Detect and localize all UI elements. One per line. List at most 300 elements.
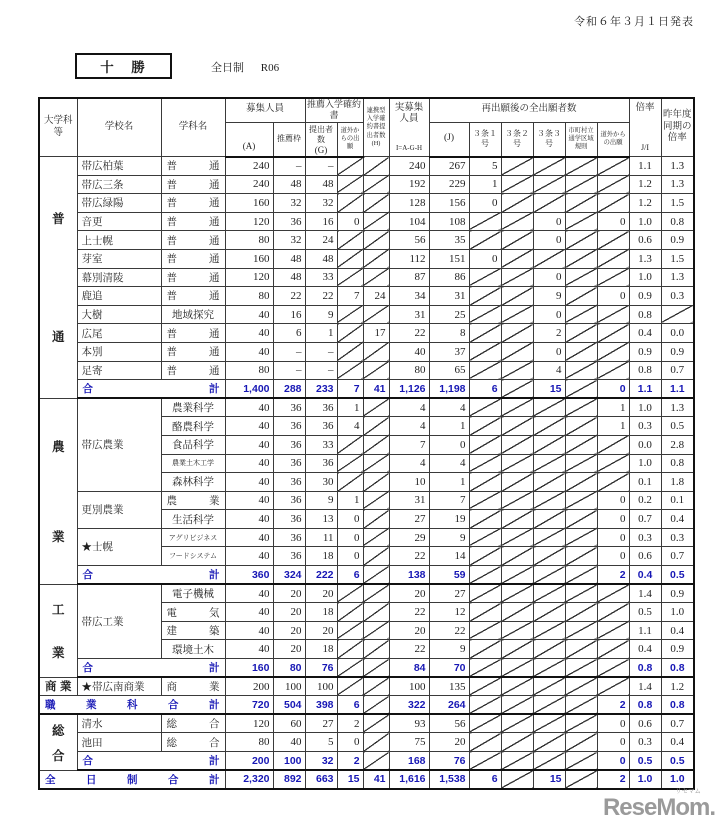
system-line: [211, 59, 293, 75]
cell-a: 40: [225, 584, 273, 603]
cell-i: 40: [389, 342, 429, 361]
cell-j3: [533, 547, 565, 566]
cell-j: 108: [429, 212, 469, 231]
category-vertical-label: [40, 401, 77, 581]
cell-j2: [501, 194, 533, 213]
cell-dout: 0: [597, 491, 629, 510]
cell-g: –: [305, 361, 337, 380]
cell-i: 128: [389, 194, 429, 213]
cell-j1: [469, 621, 501, 640]
cell-city: [565, 621, 597, 640]
resemom-logo-ruby: リセマム: [675, 788, 701, 795]
table-row: [39, 157, 694, 176]
cell-dout: [597, 268, 629, 287]
cell-waku: 100: [273, 752, 305, 771]
cell-rate: 0.4: [629, 640, 661, 659]
cell-dg: [337, 342, 363, 361]
cell-dout: 0: [597, 714, 629, 733]
category-char: 業: [51, 530, 65, 545]
cell-j3: [533, 677, 565, 696]
header-j: (J): [429, 122, 469, 157]
header-city-rule: 市町村立通学区域規則: [565, 122, 597, 157]
cell-dg: [337, 603, 363, 622]
cell-h: 24: [363, 287, 389, 306]
school-cell: 帯広柏葉: [77, 157, 161, 176]
cell-prev: 0.8: [661, 659, 694, 678]
cell-waku: 36: [273, 435, 305, 454]
cell-a: 120: [225, 714, 273, 733]
cell-j1: [469, 640, 501, 659]
cell-rate: 1.1: [629, 621, 661, 640]
cell-dout: 0: [597, 528, 629, 547]
cell-city: [565, 733, 597, 752]
cell-dg: 7: [337, 287, 363, 306]
cell-a: 40: [225, 640, 273, 659]
category-char: 業: [51, 646, 65, 661]
cell-dg: [337, 324, 363, 343]
cell-i: 31: [389, 491, 429, 510]
cell-waku: 36: [273, 454, 305, 473]
cell-j1: [469, 659, 501, 678]
cell-city: [565, 640, 597, 659]
header-g-dogai: 道外からの出願: [337, 122, 363, 157]
header-recruit-a: [225, 122, 273, 157]
cell-i: 4: [389, 454, 429, 473]
cell-i: 34: [389, 287, 429, 306]
school-cell: 上士幌: [77, 231, 161, 250]
cell-waku: 288: [273, 380, 305, 399]
cell-prev: 1.3: [661, 157, 694, 176]
cell-rate: 1.0: [629, 454, 661, 473]
cell-dout: 0: [597, 287, 629, 306]
cell-rate: 1.0: [629, 268, 661, 287]
cell-i: 10: [389, 473, 429, 492]
cell-prev: 1.3: [661, 175, 694, 194]
spread-label: 職 業 科 合 計: [45, 699, 220, 712]
cell-dg: [337, 305, 363, 324]
cell-prev: 0.7: [661, 361, 694, 380]
cell-j2: [501, 268, 533, 287]
section-total-label: [77, 659, 225, 678]
spread-label: 商 業: [166, 682, 220, 694]
cell-waku: 36: [273, 510, 305, 529]
cell-g: –: [305, 157, 337, 176]
cell-dout: [597, 473, 629, 492]
cell-rate: 0.6: [629, 714, 661, 733]
cell-dg: 1: [337, 398, 363, 417]
cell-rate: 1.4: [629, 584, 661, 603]
table-row: [39, 175, 694, 194]
cell-g: 9: [305, 305, 337, 324]
cell-g: 663: [305, 770, 337, 789]
cell-h: [363, 752, 389, 771]
dept-cell: [161, 733, 225, 752]
cell-h: [363, 491, 389, 510]
cell-city: [565, 305, 597, 324]
cell-j: 4: [429, 454, 469, 473]
cell-h: [363, 194, 389, 213]
cell-j3: 15: [533, 380, 565, 399]
cell-waku: 100: [273, 677, 305, 696]
region-box: [75, 53, 172, 79]
cell-j2: [501, 752, 533, 771]
header-prev-rate-label: 昨年度同期の倍率: [663, 109, 692, 144]
cell-g: 18: [305, 603, 337, 622]
header-group-recruit: 募集人員: [225, 98, 305, 122]
cell-dg: [337, 584, 363, 603]
cell-j3: [533, 249, 565, 268]
cell-g: 13: [305, 510, 337, 529]
cell-rate: 0.8: [629, 361, 661, 380]
cell-j1: [469, 231, 501, 250]
resemom-logo-text: ReseMom.: [602, 794, 715, 821]
cell-dg: [337, 621, 363, 640]
cell-rate: 0.8: [629, 659, 661, 678]
cell-waku: 40: [273, 733, 305, 752]
cell-rate: 1.2: [629, 194, 661, 213]
cell-dout: 1: [597, 417, 629, 436]
cell-j2: [501, 491, 533, 510]
cell-j2: [501, 157, 533, 176]
cell-prev: 0.8: [661, 212, 694, 231]
cell-h: [363, 249, 389, 268]
cell-j1: [469, 361, 501, 380]
cell-prev: 0.7: [661, 714, 694, 733]
header-prev-rate: [661, 98, 694, 157]
cell-city: [565, 677, 597, 696]
cell-j2: [501, 547, 533, 566]
cell-rate: 0.3: [629, 733, 661, 752]
cell-rate: 0.6: [629, 547, 661, 566]
cell-j3: [533, 435, 565, 454]
header-g-label: 提出者数: [309, 124, 334, 144]
cell-i: 240: [389, 157, 429, 176]
cell-j2: [501, 342, 533, 361]
cell-city: [565, 752, 597, 771]
table-header: [39, 98, 694, 157]
cell-j1: [469, 398, 501, 417]
cell-prev: 1.0: [661, 603, 694, 622]
dept-cell: 食品科学: [161, 435, 225, 454]
cell-h: [363, 157, 389, 176]
cell-j2: [501, 175, 533, 194]
cell-j: 70: [429, 659, 469, 678]
header-group-suisen: 推薦入学確約書: [307, 99, 362, 121]
cell-a: 160: [225, 194, 273, 213]
dept-cell: 環境土木: [161, 640, 225, 659]
cell-g: 20: [305, 584, 337, 603]
cell-g: 1: [305, 324, 337, 343]
spread-label: 普 通: [166, 347, 220, 359]
cell-a: 40: [225, 510, 273, 529]
cell-a: 40: [225, 547, 273, 566]
table-row: [39, 342, 694, 361]
cell-j2: [501, 417, 533, 436]
cell-j3: [533, 733, 565, 752]
cell-j2: [501, 603, 533, 622]
table-row: [39, 696, 694, 715]
cell-j2: [501, 566, 533, 585]
dept-cell: 森林科学: [161, 473, 225, 492]
header-rate-label: 倍率: [635, 102, 655, 113]
cell-j2: [501, 212, 533, 231]
cell-city: [565, 547, 597, 566]
dept-cell: [161, 287, 225, 306]
cell-j1: [469, 268, 501, 287]
cell-dg: [337, 473, 363, 492]
cell-j1: 0: [469, 194, 501, 213]
cell-waku: 36: [273, 528, 305, 547]
cell-g: 36: [305, 417, 337, 436]
school-cell: ★士幌: [77, 528, 161, 565]
cell-j: 9: [429, 528, 469, 547]
cell-waku: –: [273, 342, 305, 361]
cell-prev: 1.1: [661, 380, 694, 399]
cell-j3: [533, 714, 565, 733]
table-row: [39, 287, 694, 306]
table-row: [39, 249, 694, 268]
cell-prev: 0.5: [661, 566, 694, 585]
cell-j1: [469, 417, 501, 436]
cell-g: 48: [305, 249, 337, 268]
category-char: 通: [51, 330, 65, 345]
cell-dg: [337, 249, 363, 268]
cell-j: 12: [429, 603, 469, 622]
spread-label: 合 計: [82, 383, 220, 396]
cell-city: [565, 566, 597, 585]
cell-rate: 0.8: [629, 305, 661, 324]
spread-label: 普 通: [166, 235, 220, 247]
cell-g: 32: [305, 752, 337, 771]
header-dogai: 道外からの出願: [597, 122, 629, 157]
cell-j2: [501, 770, 533, 789]
cell-prev: 0.3: [661, 287, 694, 306]
cell-prev: 2.8: [661, 435, 694, 454]
cell-dg: 0: [337, 510, 363, 529]
spread-label: 建 築: [166, 626, 220, 638]
cell-h: 41: [363, 380, 389, 399]
school-cell: 足寄: [77, 361, 161, 380]
category-cell: [39, 398, 77, 584]
cell-g: 36: [305, 454, 337, 473]
cell-prev: 1.3: [661, 268, 694, 287]
table-row: [39, 212, 694, 231]
spread-label: 普 通: [166, 179, 220, 191]
cell-j2: [501, 677, 533, 696]
table-row: [39, 677, 694, 696]
cell-prev: 0.4: [661, 510, 694, 529]
cell-j2: [501, 398, 533, 417]
cell-dout: 0: [597, 380, 629, 399]
cell-j: 37: [429, 342, 469, 361]
cell-h: [363, 640, 389, 659]
cell-dg: [337, 194, 363, 213]
cell-h: [363, 398, 389, 417]
cell-g: 36: [305, 398, 337, 417]
category-char: 工: [51, 602, 65, 617]
cell-g: 20: [305, 621, 337, 640]
cell-waku: 32: [273, 194, 305, 213]
table-row: [39, 528, 694, 547]
cell-j: 9: [429, 640, 469, 659]
cell-j3: [533, 398, 565, 417]
table-row: [39, 268, 694, 287]
cell-h: [363, 175, 389, 194]
school-cell: 帯広工業: [77, 584, 161, 658]
cell-i: 22: [389, 640, 429, 659]
cell-a: 40: [225, 398, 273, 417]
category-vertical-label: [40, 159, 77, 395]
cell-j: 1: [429, 473, 469, 492]
cell-g: 32: [305, 194, 337, 213]
cell-waku: 36: [273, 398, 305, 417]
cell-j3: 0: [533, 342, 565, 361]
cell-j3: [533, 584, 565, 603]
cell-city: [565, 696, 597, 715]
cell-prev: 1.5: [661, 249, 694, 268]
cell-a: 160: [225, 249, 273, 268]
cell-h: [363, 212, 389, 231]
cell-j3: [533, 157, 565, 176]
school-cell: 帯広農業: [77, 398, 161, 491]
cell-j3: [533, 603, 565, 622]
year-label: R06: [260, 62, 280, 74]
cell-i: 20: [389, 584, 429, 603]
cell-a: 160: [225, 659, 273, 678]
cell-h: [363, 454, 389, 473]
cell-j: 25: [429, 305, 469, 324]
cell-j3: 0: [533, 305, 565, 324]
cell-rate: 1.2: [629, 175, 661, 194]
cell-dg: [337, 175, 363, 194]
cell-prev: 0.8: [661, 696, 694, 715]
cell-rate: 0.8: [629, 696, 661, 715]
cell-a: 40: [225, 417, 273, 436]
cell-rate: 0.2: [629, 491, 661, 510]
cell-h: [363, 417, 389, 436]
cell-prev: 0.3: [661, 528, 694, 547]
cell-waku: 48: [273, 268, 305, 287]
spread-label: 普 通: [166, 291, 220, 303]
cell-prev: 0.1: [661, 491, 694, 510]
cell-a: 80: [225, 733, 273, 752]
cell-a: 120: [225, 268, 273, 287]
cell-j1: [469, 714, 501, 733]
header-school: 学校名: [77, 98, 161, 157]
cell-h: [363, 659, 389, 678]
header-i-formula: I=A-G-H: [395, 143, 423, 152]
cell-j2: [501, 231, 533, 250]
cell-prev: 1.0: [661, 770, 694, 789]
cell-j3: [533, 621, 565, 640]
cell-j1: 6: [469, 380, 501, 399]
dept-cell: [161, 175, 225, 194]
cell-city: [565, 454, 597, 473]
cell-a: 40: [225, 435, 273, 454]
dept-cell: 農業土木工学: [161, 454, 225, 473]
cell-g: 33: [305, 268, 337, 287]
cell-j: 19: [429, 510, 469, 529]
cell-g: 5: [305, 733, 337, 752]
cell-a: 40: [225, 491, 273, 510]
region-label: 十 勝: [100, 60, 147, 75]
school-cell: 鹿追: [77, 287, 161, 306]
table-row: [39, 714, 694, 733]
cell-j3: 4: [533, 361, 565, 380]
cell-g: 100: [305, 677, 337, 696]
table-row: [39, 491, 694, 510]
cell-waku: 16: [273, 305, 305, 324]
category-char: 農: [51, 440, 65, 455]
cell-j1: [469, 547, 501, 566]
cell-j: 27: [429, 584, 469, 603]
cell-rate: 1.4: [629, 677, 661, 696]
cell-dg: 2: [337, 752, 363, 771]
cell-j: 8: [429, 324, 469, 343]
cell-rate: 0.6: [629, 231, 661, 250]
table-row: [39, 770, 694, 789]
cell-dg: [337, 659, 363, 678]
cell-j3: [533, 752, 565, 771]
cell-j3: 0: [533, 231, 565, 250]
cell-h: [363, 547, 389, 566]
cell-waku: 504: [273, 696, 305, 715]
header-h: 連携型入学確約書提出者数(H): [363, 98, 389, 157]
spread-label: 普 通: [166, 217, 220, 229]
cell-j: 31: [429, 287, 469, 306]
cell-city: [565, 194, 597, 213]
section-total-label: [77, 752, 225, 771]
cell-i: 93: [389, 714, 429, 733]
cell-rate: 0.4: [629, 566, 661, 585]
cell-city: [565, 491, 597, 510]
spread-label: 合 計: [82, 662, 220, 675]
cell-h: 17: [363, 324, 389, 343]
cell-j: 22: [429, 621, 469, 640]
cell-waku: 892: [273, 770, 305, 789]
cell-j2: [501, 287, 533, 306]
cell-waku: 32: [273, 231, 305, 250]
cell-a: 40: [225, 621, 273, 640]
cell-rate: 0.9: [629, 342, 661, 361]
cell-j1: 6: [469, 770, 501, 789]
cell-dg: 2: [337, 714, 363, 733]
cell-h: [363, 696, 389, 715]
cell-waku: 48: [273, 249, 305, 268]
cell-a: 720: [225, 696, 273, 715]
cell-rate: 0.3: [629, 528, 661, 547]
cell-j2: [501, 714, 533, 733]
cell-a: 40: [225, 342, 273, 361]
cell-g: 22: [305, 287, 337, 306]
cell-dg: [337, 435, 363, 454]
cell-j2: [501, 361, 533, 380]
cell-prev: 0.9: [661, 231, 694, 250]
resemom-logo: [602, 788, 715, 821]
cell-waku: 36: [273, 491, 305, 510]
school-cell: 芽室: [77, 249, 161, 268]
cell-j1: [469, 584, 501, 603]
cell-j2: [501, 528, 533, 547]
dept-cell: [161, 491, 225, 510]
cell-a: 80: [225, 287, 273, 306]
dept-cell: [161, 231, 225, 250]
cell-i: 22: [389, 324, 429, 343]
cell-city: [565, 361, 597, 380]
cell-a: 40: [225, 324, 273, 343]
cell-j3: [533, 454, 565, 473]
cell-a: 40: [225, 305, 273, 324]
